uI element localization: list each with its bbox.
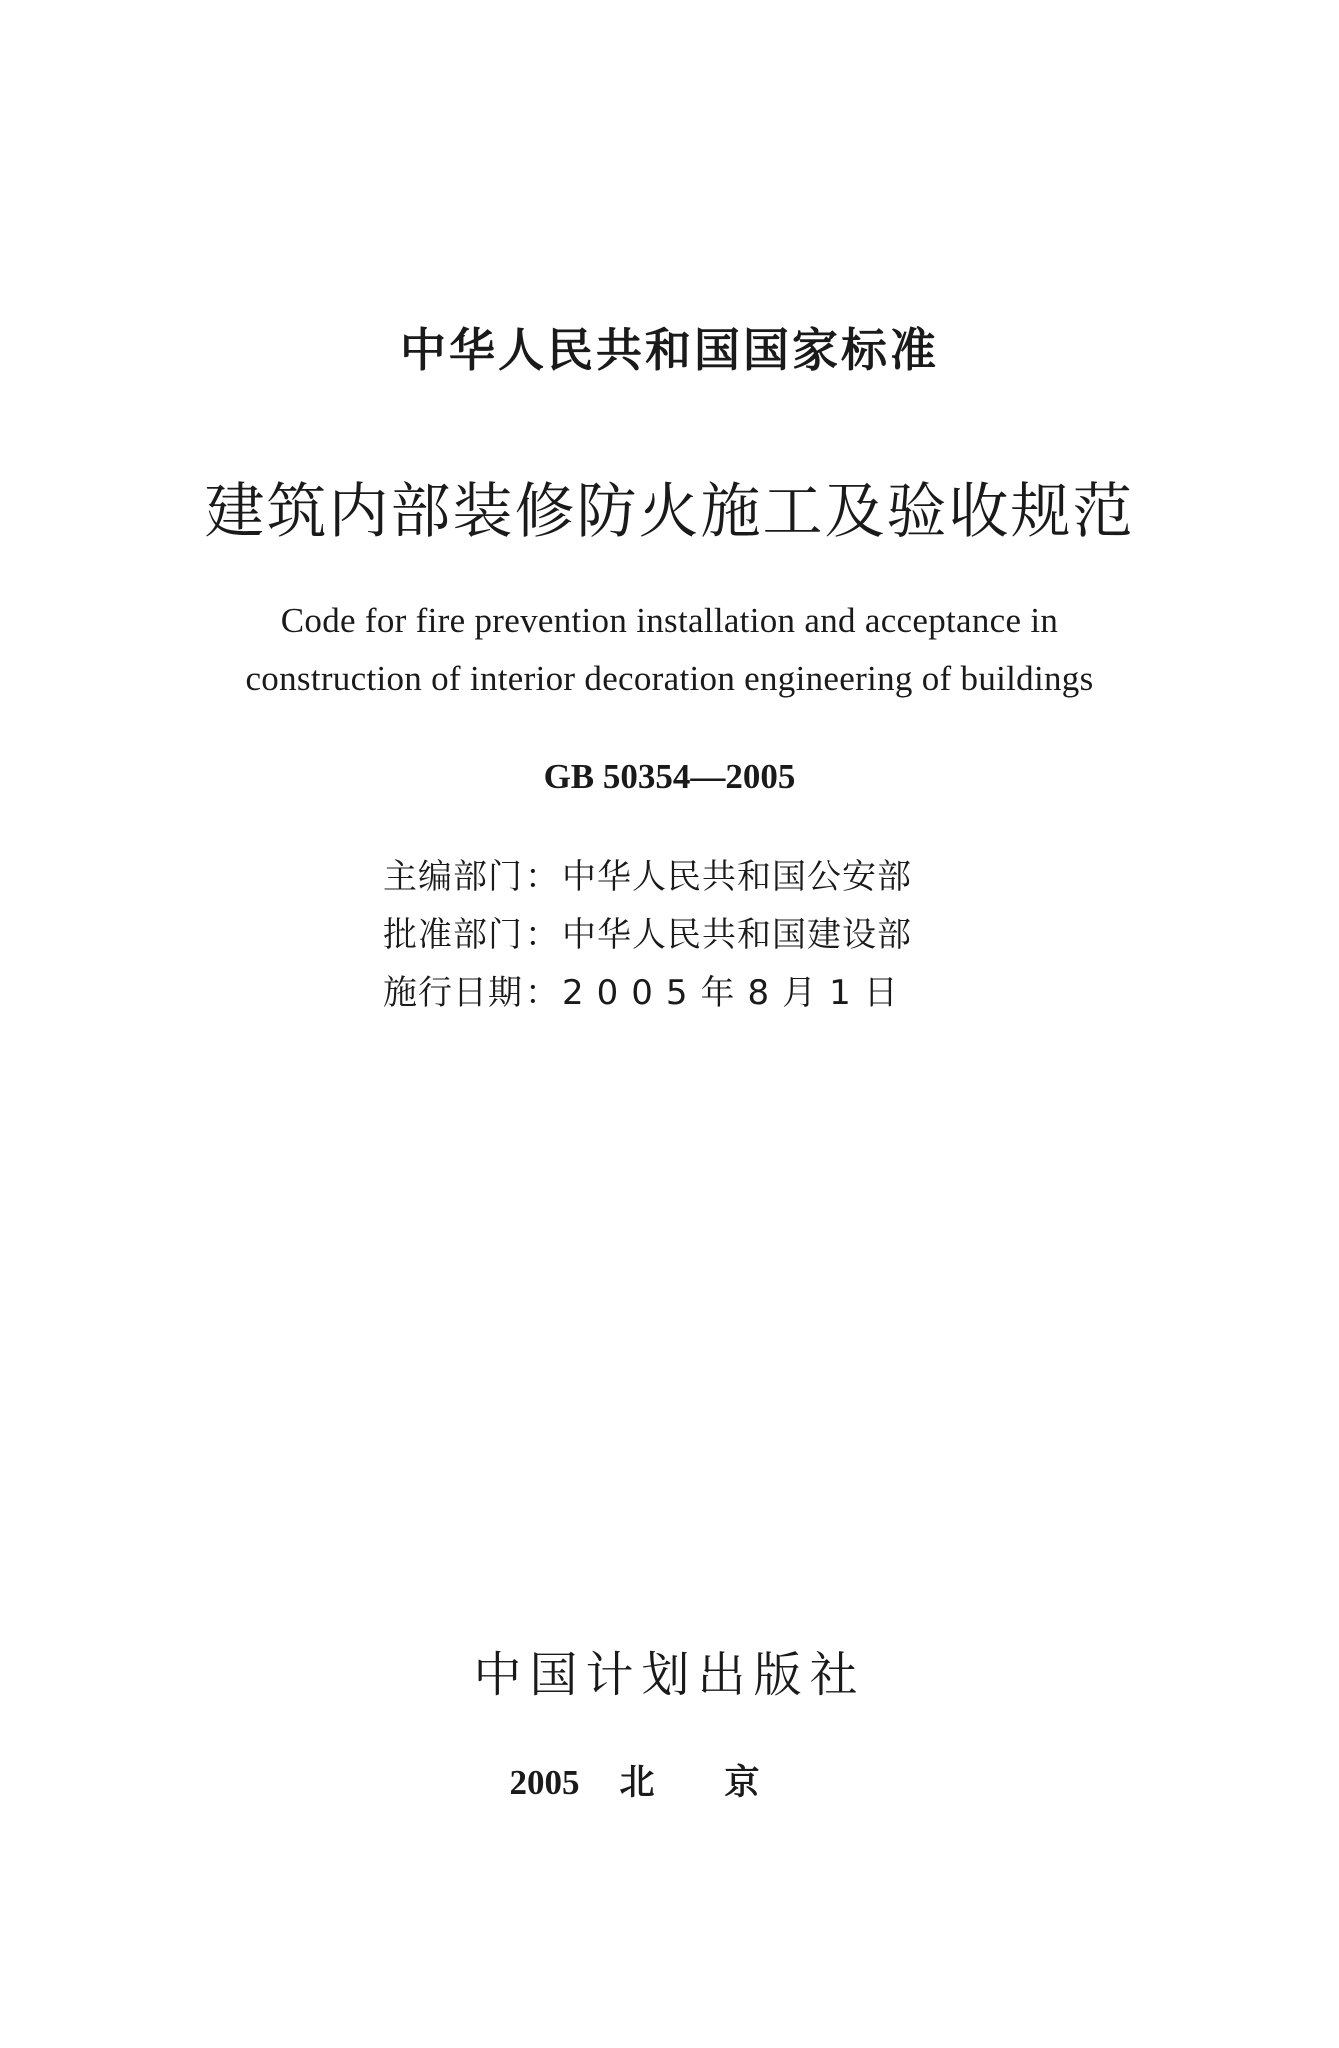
publisher-name: 中国计划出版社	[473, 1647, 866, 1703]
publication-place	[0, 1758, 1339, 1808]
english-title-line-1: Code for fire prevention installation and acceptance in	[280, 601, 1059, 640]
approver-separator: ：	[525, 915, 560, 955]
english-title	[0, 592, 1339, 708]
editor-separator: ：	[525, 857, 560, 897]
effective-date-row	[383, 964, 912, 1022]
publication-city: 北京	[619, 1763, 830, 1803]
standard-code: GB 50354—2005	[543, 757, 796, 796]
editor-label: 主编部门	[383, 857, 523, 897]
effective-date-value: 2005年8月1日	[562, 973, 911, 1013]
chinese-title: 建筑内部装修防火施工及验收规范	[204, 477, 1135, 547]
effective-date-separator: ：	[525, 973, 560, 1013]
approver-label: 批准部门	[383, 915, 523, 955]
english-title-line-2: construction of interior decoration engineering of buildings	[245, 659, 1094, 698]
editor-value: 中华人民共和国公安部	[562, 857, 912, 897]
issuing-info	[383, 848, 912, 1022]
publication-year: 2005	[509, 1763, 580, 1802]
editor-row	[383, 848, 912, 906]
effective-date-label: 施行日期	[383, 973, 523, 1013]
approver-value: 中华人民共和国建设部	[562, 915, 912, 955]
approver-row	[383, 906, 912, 964]
national-standard-heading: 中华人民共和国国家标准	[400, 323, 939, 377]
